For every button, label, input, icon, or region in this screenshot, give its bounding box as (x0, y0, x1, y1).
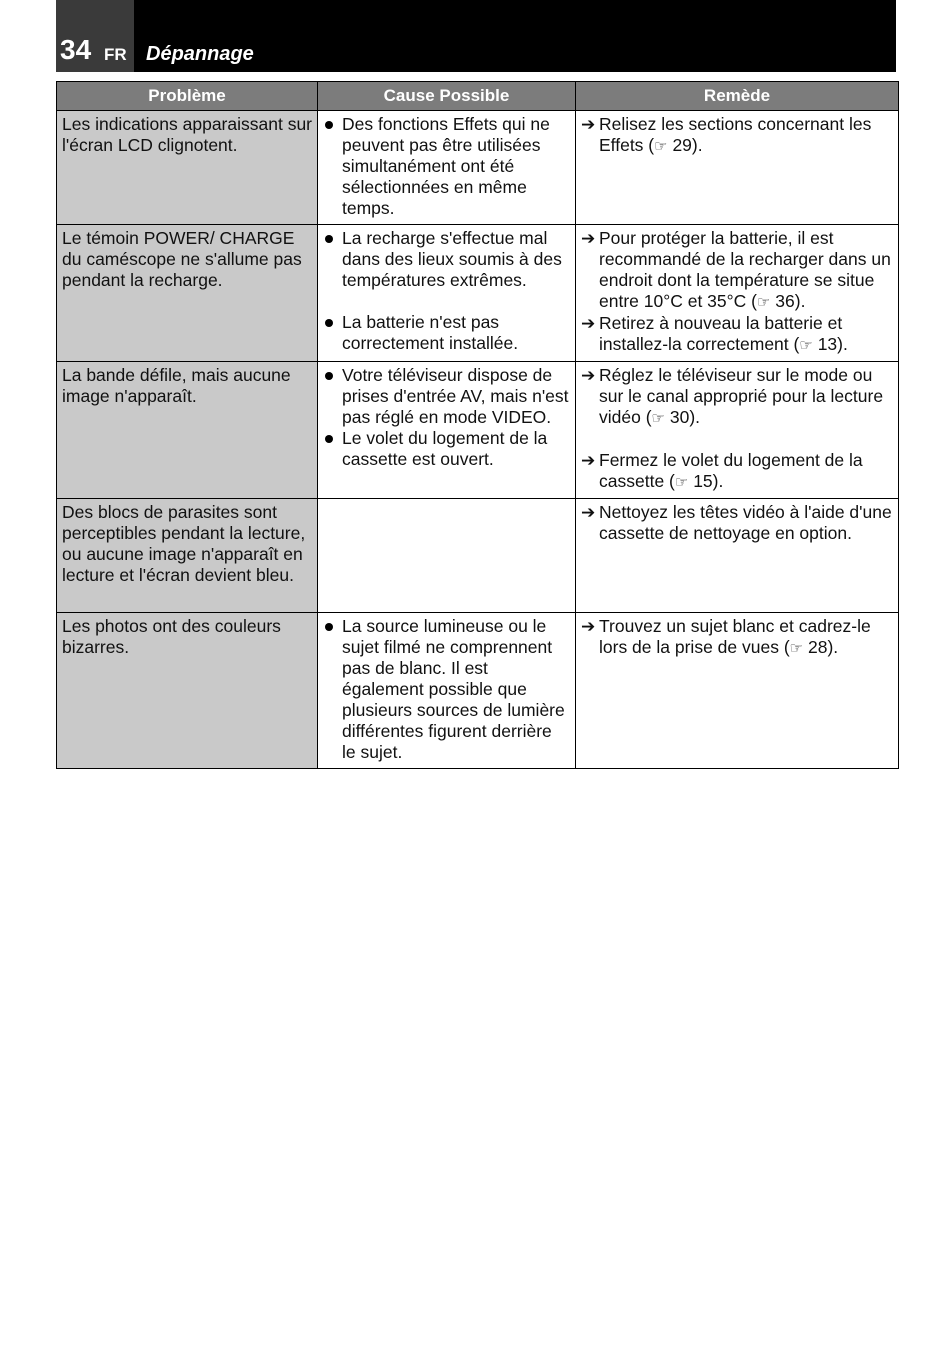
bullet-icon (325, 435, 333, 443)
remedy-item: ➔ Retirez à nouveau la batterie et installez-la correctement (☞ 13). (581, 313, 848, 354)
pointing-hand-icon: ☞ (756, 294, 771, 311)
bullet-icon (325, 235, 333, 243)
cause-item: La recharge s'effectue mal dans des lieux soumis à des températures extrêmes. (323, 228, 570, 291)
table-row (57, 499, 899, 613)
remedy-list (581, 502, 893, 544)
remedy-cell (576, 499, 899, 613)
remedy-item: ➔ Relisez les sections concernant les Effets (☞ 29). (581, 114, 872, 155)
right-arrow-icon: ➔ (581, 451, 596, 470)
pointing-hand-icon: ☞ (789, 640, 804, 657)
cause-item: La source lumineuse ou le sujet filmé ne comprennent pas de blanc. Il est également possible que plusieurs sources de lumière différentes figurent derrière le sujet. (323, 616, 570, 763)
column-header-remedy: Remède (576, 82, 899, 111)
right-arrow-icon: ➔ (581, 366, 596, 385)
bullet-icon (325, 623, 333, 631)
troubleshooting-table (56, 81, 899, 769)
right-arrow-icon: ➔ (581, 115, 596, 134)
table-row (57, 111, 899, 225)
right-arrow-icon: ➔ (581, 314, 596, 333)
cause-cell (318, 111, 576, 225)
cause-item: La batterie n'est pas correctement installée. (323, 312, 570, 354)
remedy-cell (576, 362, 899, 499)
remedy-list (581, 228, 893, 356)
problem-cell: Les indications apparaissant sur l'écran LCD clignotent. (57, 111, 318, 225)
column-header-problem: Problème (57, 82, 318, 111)
table-row (57, 613, 899, 769)
cause-item: Votre téléviseur dispose de prises d'entrée AV, mais n'est pas réglé en mode VIDEO. (323, 365, 570, 428)
table-row (57, 225, 899, 362)
table-header-row (57, 82, 899, 111)
pointing-hand-icon: ☞ (654, 138, 668, 155)
remedy-item: ➔ Fermez le volet du logement de la cassette (☞ 15). (581, 450, 863, 491)
right-arrow-icon: ➔ (581, 617, 596, 636)
language-code: FR (104, 45, 127, 64)
bullet-icon (325, 319, 333, 327)
remedy-item: ➔ Trouvez un sujet blanc et cadrez-le lors de la prise de vues (☞ 28). (581, 616, 871, 657)
section-title: Dépannage (146, 43, 254, 65)
page-header (56, 0, 896, 72)
problem-cell: La bande défile, mais aucune image n'apparaît. (57, 362, 318, 499)
problem-cell: Des blocs de parasites sont perceptibles pendant la lecture, ou aucune image n'apparaît en lecture et l'écran devient bleu. (57, 499, 318, 613)
remedy-list (581, 365, 893, 493)
cause-list (323, 228, 570, 354)
cause-cell (318, 499, 576, 613)
cause-list (323, 114, 570, 219)
cause-item: Le volet du logement de la cassette est ouvert. (323, 428, 570, 470)
problem-cell: Les photos ont des couleurs bizarres. (57, 613, 318, 769)
page-number-box (56, 0, 134, 72)
right-arrow-icon: ➔ (581, 229, 596, 248)
bullet-icon (325, 121, 333, 129)
cause-cell (318, 613, 576, 769)
cause-cell (318, 362, 576, 499)
remedy-item: ➔ Réglez le téléviseur sur le mode ou sur le canal approprié pour la lecture vidéo (☞ 30). (581, 365, 884, 427)
remedy-item: ➔ Nettoyez les têtes vidéo à l'aide d'une cassette de nettoyage en option. (581, 502, 892, 543)
right-arrow-icon: ➔ (581, 503, 596, 522)
pointing-hand-icon: ☞ (674, 474, 689, 491)
column-header-cause: Cause Possible (318, 82, 576, 111)
remedy-item: ➔ Pour protéger la batterie, il est recommandé de la recharger dans un endroit dont la température se situe entre 10°C et 35°C (☞ 36). (581, 228, 891, 311)
bullet-icon (325, 372, 333, 380)
cause-cell (318, 225, 576, 362)
remedy-list (581, 616, 893, 659)
pointing-hand-icon: ☞ (799, 337, 813, 354)
remedy-cell (576, 613, 899, 769)
remedy-cell (576, 111, 899, 225)
cause-item: Des fonctions Effets qui ne peuvent pas être utilisées simultanément ont été sélectionnées en même temps. (323, 114, 570, 219)
remedy-list (581, 114, 893, 157)
cause-list (323, 365, 570, 470)
remedy-cell (576, 225, 899, 362)
cause-list (323, 616, 570, 763)
problem-cell: Le témoin POWER/ CHARGE du caméscope ne s'allume pas pendant la recharge. (57, 225, 318, 362)
page-number: 34 (60, 34, 92, 65)
table-row (57, 362, 899, 499)
pointing-hand-icon: ☞ (651, 410, 665, 427)
